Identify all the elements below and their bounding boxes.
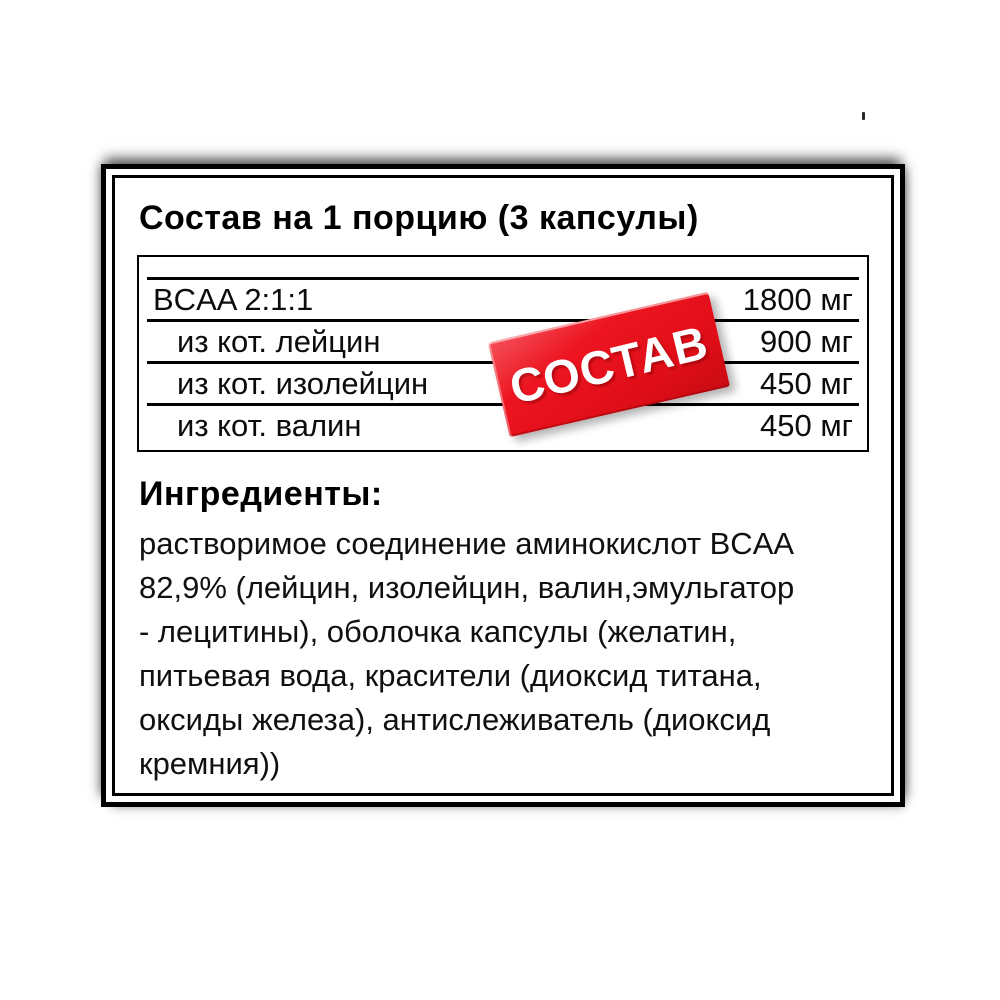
ingredients-line: оксиды железа), антислеживатель (диоксид <box>139 702 771 737</box>
nutrient-value: 450 мг <box>760 365 853 401</box>
ingredients-paragraph <box>139 522 869 786</box>
ingredients-line: питьевая вода, красители (диоксид титана, <box>139 658 762 693</box>
ingredients-heading: Ингредиенты: <box>139 475 383 513</box>
nutrient-value: 450 мг <box>760 407 853 443</box>
nutrient-name: из кот. изолейцин <box>177 365 429 401</box>
nutrient-name: из кот. валин <box>177 407 362 443</box>
stray-print-mark <box>862 112 865 120</box>
label-title: Состав на 1 порцию (3 капсулы) <box>139 199 699 237</box>
nutrient-name: из кот. лейцин <box>177 323 381 359</box>
label-inner-frame <box>112 175 894 796</box>
nutrient-value: 900 мг <box>760 323 853 359</box>
table-row <box>147 277 859 319</box>
sostav-stamp-text: СОСТАВ <box>504 315 714 414</box>
ingredients-line: растворимое соединение аминокислот BCAA <box>139 526 795 561</box>
nutrient-name: BCAA 2:1:1 <box>153 281 314 317</box>
ingredients-line: кремния)) <box>139 746 281 781</box>
ingredients-line: - лецитины), оболочка капсулы (желатин, <box>139 614 737 649</box>
label-frame <box>101 164 905 807</box>
nutrient-value: 1800 мг <box>742 281 853 317</box>
ingredients-line: 82,9% (лейцин, изолейцин, валин,эмульгатор <box>139 570 795 605</box>
